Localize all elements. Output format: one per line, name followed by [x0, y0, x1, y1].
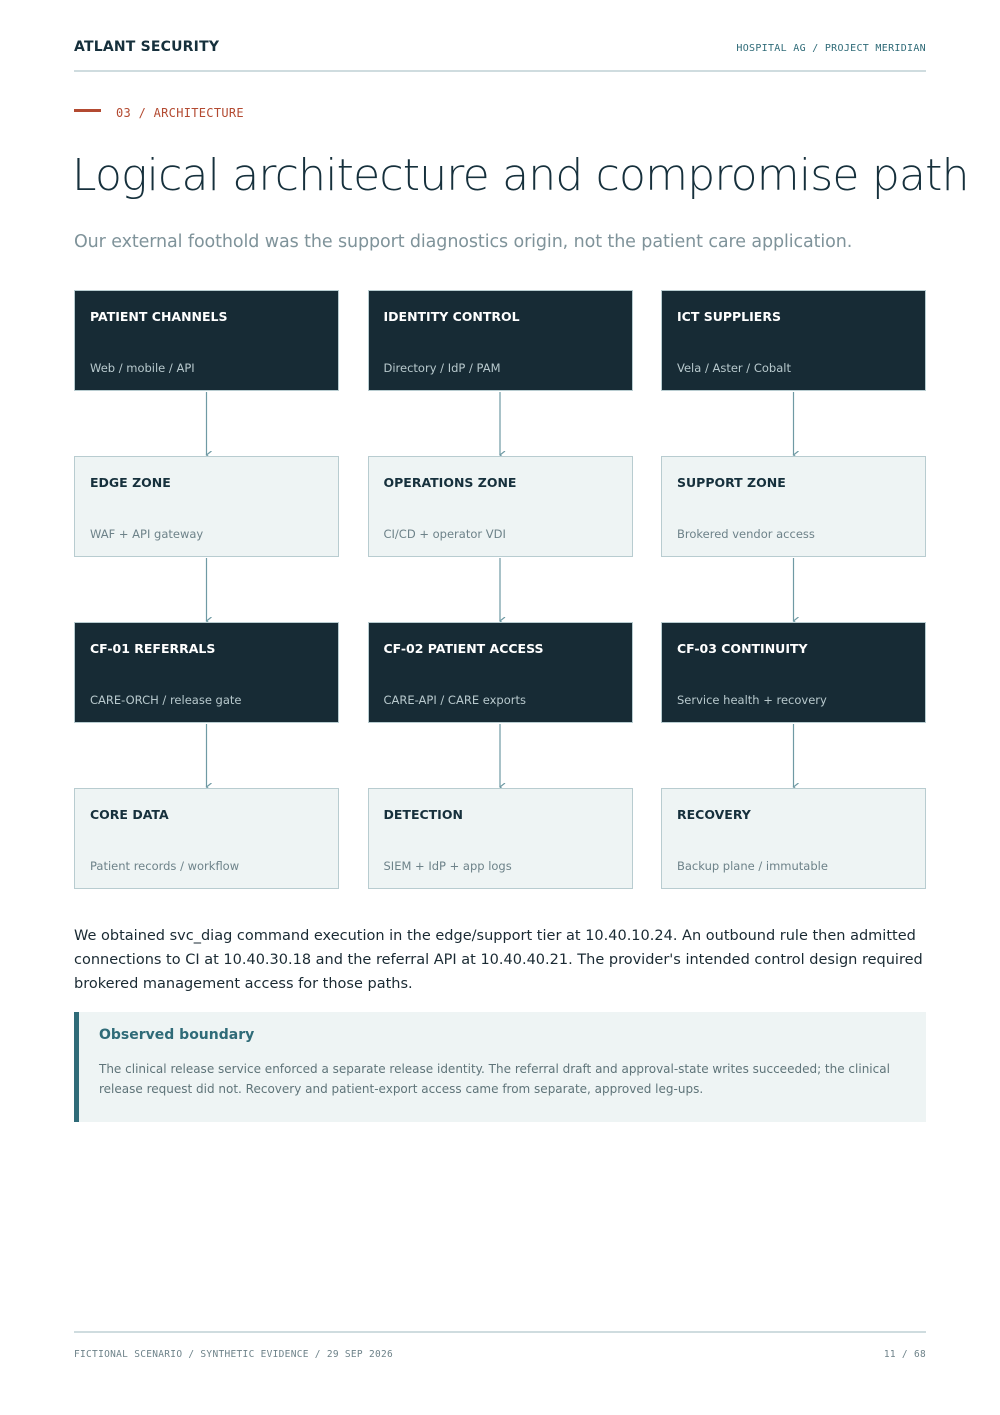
zone-subtitle: Service health + recovery: [677, 693, 827, 707]
zone-subtitle: CARE-API / CARE exports: [383, 693, 526, 707]
zone-title: EDGE ZONE: [90, 475, 171, 490]
zone-box-core-data: [74, 788, 339, 889]
zone-title: CORE DATA: [90, 807, 169, 822]
observed-boundary-callout: [74, 1012, 926, 1122]
zone-subtitle: CI/CD + operator VDI: [383, 527, 506, 541]
zone-title: PATIENT CHANNELS: [90, 309, 228, 324]
page-subtitle: Our external foothold was the support diagnostics origin, not the patient care application.: [74, 232, 853, 252]
zone-title: RECOVERY: [677, 807, 751, 822]
page-footer: [74, 1331, 926, 1361]
zone-box-cf-01-referrals: [74, 622, 339, 723]
zone-subtitle: Patient records / workflow: [90, 859, 240, 873]
zone-box-patient-channels: [74, 290, 339, 391]
zone-box-ict-suppliers: [661, 290, 926, 391]
page-title: Logical architecture and compromise path: [72, 150, 969, 201]
zone-title: ICT SUPPLIERS: [677, 309, 781, 324]
zone-box-support-zone: [661, 456, 926, 557]
zone-box-edge-zone: [74, 456, 339, 557]
zone-title: CF-02 PATIENT ACCESS: [383, 641, 544, 656]
brand-name: ATLANT SECURITY: [74, 39, 220, 55]
callout-text: The clinical release service enforced a separate release identity. The referral draft and approval-state writes succeeded; the clinical release request did not. Recovery and patient-export access came from separate, approved leg-ups.: [99, 1062, 890, 1096]
zone-title: OPERATIONS ZONE: [383, 475, 517, 490]
zone-title: CF-01 REFERRALS: [90, 641, 216, 656]
zone-title: CF-03 CONTINUITY: [677, 641, 808, 656]
zone-box-detection: [368, 788, 633, 889]
zone-subtitle: Brokered vendor access: [677, 527, 815, 541]
page-header: [74, 38, 926, 72]
page-number: 11 / 68: [883, 1349, 926, 1360]
zone-box-operations-zone: [368, 456, 633, 557]
client-project: HOSPITAL AG / PROJECT MERIDIAN: [736, 43, 926, 54]
zone-subtitle: CARE-ORCH / release gate: [90, 693, 242, 707]
zone-subtitle: Vela / Aster / Cobalt: [677, 361, 791, 375]
body-paragraph: We obtained svc_diag command execution in the edge/support tier at 10.40.10.24. An outbound rule then admitted connections to CI at 10.40.30.18 and the referral API at 10.40.40.21. The provider's intended control design required brokered management access for those paths.: [74, 928, 923, 992]
footer-disclaimer: FICTIONAL SCENARIO / SYNTHETIC EVIDENCE / 29 SEP 2026: [74, 1349, 394, 1360]
zone-title: IDENTITY CONTROL: [383, 309, 520, 324]
architecture-diagram: [74, 290, 926, 892]
callout-title: Observed boundary: [99, 1027, 255, 1043]
zone-box-cf-02-patient-access: [368, 622, 633, 723]
zone-box-cf-03-continuity: [661, 622, 926, 723]
zone-subtitle: Web / mobile / API: [90, 361, 195, 375]
section-label: 03 / ARCHITECTURE: [116, 106, 244, 120]
zone-title: DETECTION: [383, 807, 463, 822]
section-accent-bar: [74, 109, 101, 112]
zone-box-recovery: [661, 788, 926, 889]
zone-subtitle: Backup plane / immutable: [677, 859, 828, 873]
zone-subtitle: Directory / IdP / PAM: [383, 361, 501, 375]
zone-title: SUPPORT ZONE: [677, 475, 786, 490]
zone-box-identity-control: [368, 290, 633, 391]
zone-subtitle: SIEM + IdP + app logs: [383, 859, 512, 873]
zone-subtitle: WAF + API gateway: [90, 527, 204, 541]
